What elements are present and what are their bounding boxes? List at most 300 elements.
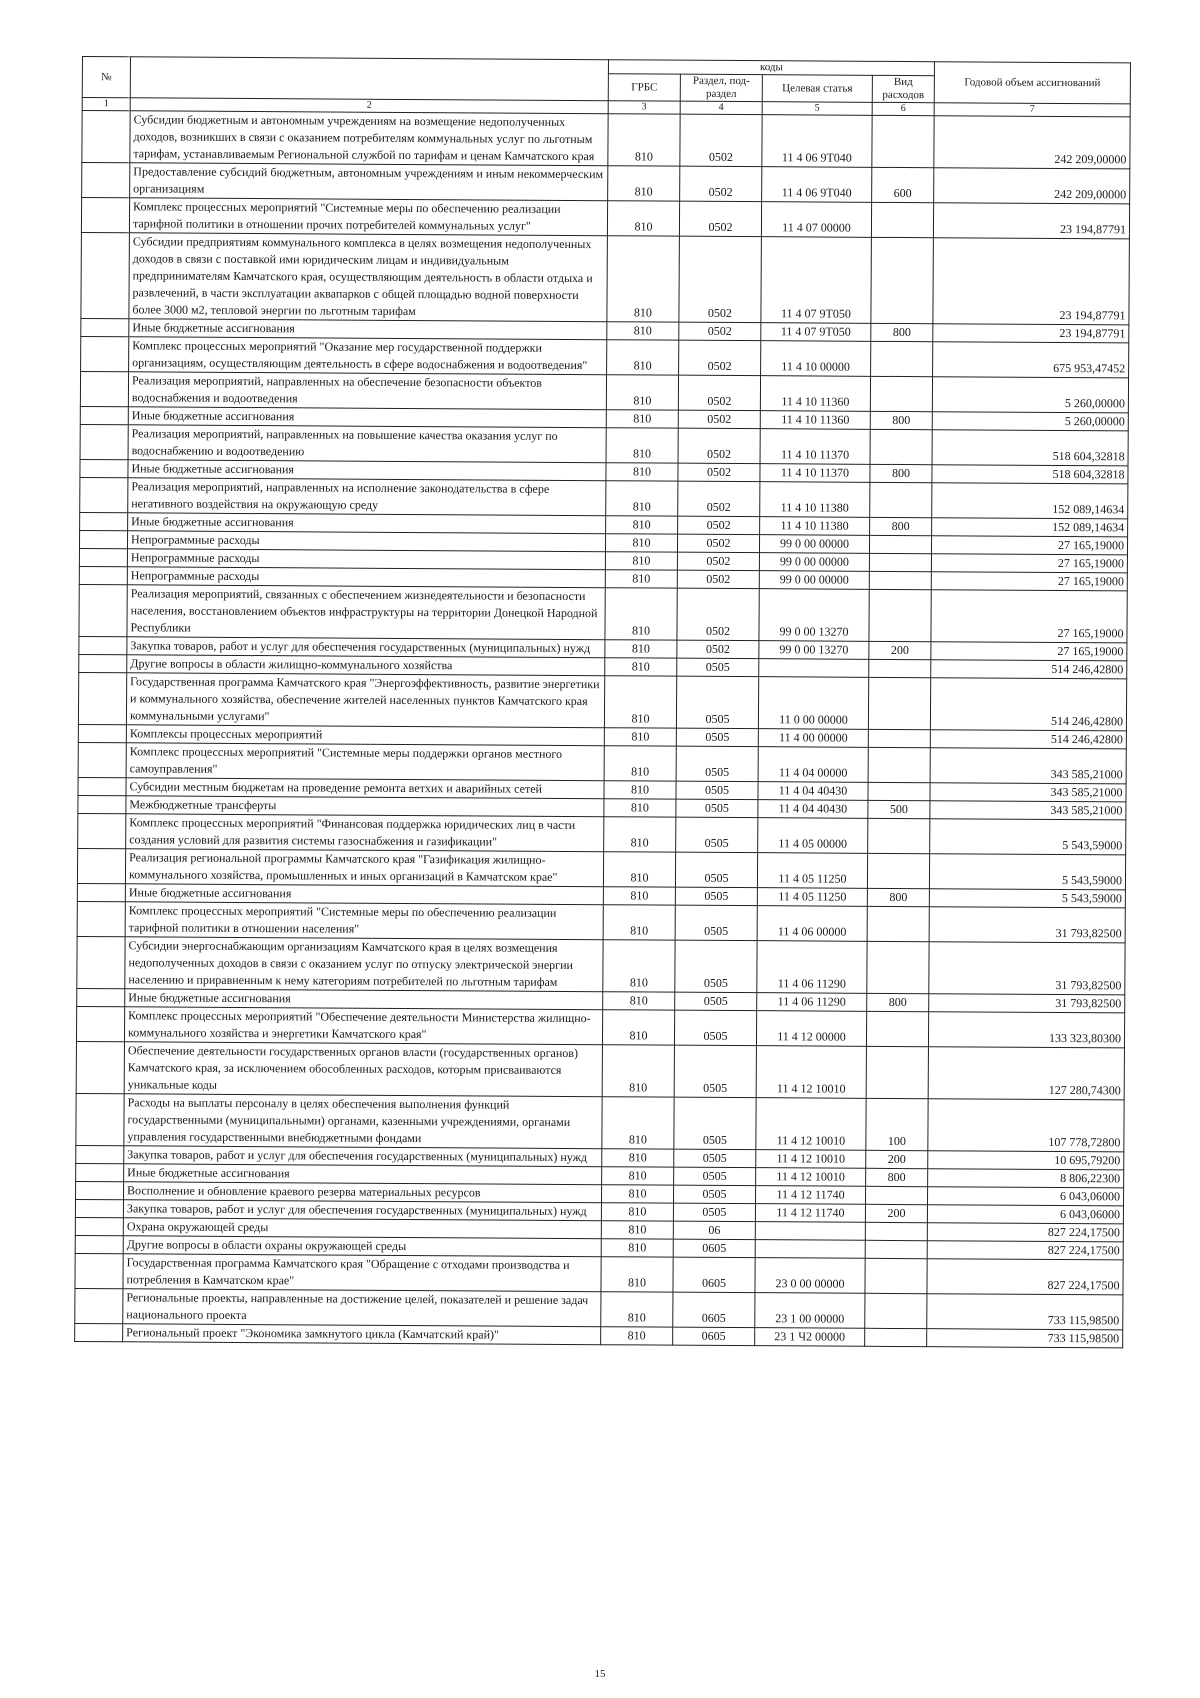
row-section-cell: 0505	[676, 799, 758, 818]
row-section-cell: 0505	[675, 887, 757, 906]
row-name-cell	[124, 1042, 602, 1097]
row-number-cell	[75, 1253, 123, 1288]
row-grbs-cell: 810	[604, 728, 676, 746]
row-number-cell	[76, 1093, 124, 1145]
table-row	[82, 111, 1130, 169]
row-number-cell	[81, 198, 129, 233]
row-grbs-cell: 810	[604, 746, 676, 781]
row-number-cell	[75, 1235, 123, 1253]
row-section-cell: 0505	[676, 746, 758, 782]
row-section-cell: 0605	[673, 1327, 755, 1346]
table-row	[78, 672, 1126, 730]
row-amount-cell: 343 585,21000	[930, 783, 1126, 802]
row-number-cell	[77, 901, 125, 936]
row-amount-cell: 8 806,22300	[928, 1169, 1124, 1188]
row-amount-cell: 27 165,19000	[931, 554, 1127, 573]
row-number-cell	[79, 548, 127, 566]
col-number: 3	[608, 101, 680, 114]
row-amount-cell: 27 165,19000	[931, 642, 1127, 661]
row-type-cell	[871, 341, 933, 376]
row-target-cell: 11 0 00 00000	[758, 677, 868, 730]
row-target-cell: 11 4 10 00000	[761, 341, 871, 377]
row-name-cell	[129, 198, 607, 236]
row-target-cell: 99 0 00 13270	[759, 589, 869, 642]
row-section-cell: 0502	[678, 428, 760, 464]
row-grbs-cell: 810	[601, 1292, 673, 1327]
row-target-cell: 11 4 07 9Т050	[761, 237, 872, 324]
row-section-cell: 0605	[673, 1257, 755, 1293]
row-section-cell: 0502	[680, 166, 762, 202]
row-target-cell: 11 4 12 10010	[756, 1168, 866, 1187]
row-grbs-cell: 810	[606, 516, 678, 534]
row-section-cell: 0505	[676, 728, 758, 747]
row-target-cell: 11 4 10 11370	[760, 464, 870, 483]
row-type-cell: 800	[870, 517, 932, 535]
row-name: Иные бюджетные ассигнования	[131, 461, 295, 477]
row-target-cell: 11 4 07 9Т050	[761, 323, 871, 342]
row-amount-cell: 6 043,06000	[928, 1187, 1124, 1206]
row-target-cell: 11 4 12 10010	[756, 1098, 866, 1151]
row-name: Реализация мероприятий, направленных на повышение качества оказания услуг по водоснабжению и водоотведению	[131, 426, 558, 459]
table-row	[81, 232, 1130, 324]
row-section-cell: 0502	[679, 340, 761, 376]
row-grbs-cell: 810	[601, 1239, 673, 1257]
row-type-cell	[870, 429, 932, 464]
row-number-cell	[81, 318, 129, 336]
row-type-cell: 800	[866, 1168, 928, 1186]
row-name-cell	[128, 372, 606, 410]
table-row	[77, 936, 1125, 994]
row-grbs-cell: 810	[603, 852, 675, 887]
row-grbs-cell: 810	[605, 534, 677, 552]
row-section-cell: 0502	[679, 236, 762, 322]
row-name-cell	[125, 849, 603, 887]
row-number-cell	[76, 1006, 124, 1041]
row-type-cell	[866, 1011, 928, 1046]
row-amount-cell: 23 194,87791	[933, 324, 1129, 343]
row-name: Обеспечение деятельности государственных органов власти (государственных органов) Камчатского края, за исключением обособленных расходов, которым присваиваются уникальные коды	[127, 1043, 579, 1092]
row-name-cell	[127, 531, 605, 552]
row-name: Региональные проекты, направленные на достижение целей, показателей и решение задач национального проекта	[126, 1290, 589, 1323]
row-name-cell	[129, 337, 607, 375]
row-target-cell: 11 4 04 40430	[758, 782, 868, 801]
row-name: Иные бюджетные ассигнования	[127, 1165, 290, 1181]
col-number: 6	[872, 102, 934, 115]
row-type-cell	[870, 482, 932, 517]
row-type-cell	[865, 1328, 927, 1346]
row-name-cell	[124, 1164, 602, 1185]
col-number: 1	[82, 98, 130, 111]
row-target-cell: 11 4 10 11380	[760, 482, 870, 518]
row-grbs-cell: 810	[606, 481, 678, 516]
row-amount-cell: 5 260,00000	[932, 377, 1128, 413]
row-type-cell: 500	[868, 800, 930, 818]
row-amount-cell: 514 246,42800	[930, 678, 1126, 731]
row-target-cell: 11 4 07 00000	[761, 202, 871, 238]
page-number: 15	[594, 1668, 606, 1680]
row-number-cell	[76, 1181, 124, 1199]
row-number-cell	[79, 566, 127, 584]
row-type-cell	[868, 677, 930, 729]
row-target-cell: 11 4 12 11740	[755, 1204, 865, 1223]
budget-sheet	[74, 56, 1130, 1348]
row-section-cell: 0505	[676, 676, 758, 728]
table-row	[77, 848, 1125, 889]
row-grbs-cell: 810	[604, 676, 676, 728]
row-amount-cell: 27 165,19000	[931, 590, 1127, 643]
row-name: Комплексы процессных мероприятий	[129, 726, 323, 742]
row-name: Иные бюджетные ассигнования	[128, 990, 291, 1006]
row-target-cell: 23 1 00 00000	[755, 1293, 865, 1329]
row-name-cell	[123, 1218, 601, 1239]
row-name: Комплекс процессных мероприятий "Обеспечение деятельности Министерства жилищно-коммунального хозяйства и энергетики Камчатского края"	[127, 1008, 591, 1042]
row-amount-cell: 5 543,59000	[929, 889, 1125, 908]
row-target-cell	[759, 659, 869, 678]
row-target-cell: 11 4 00 00000	[758, 729, 868, 748]
row-type-cell	[869, 553, 931, 571]
row-target-cell: 11 4 06 11290	[757, 993, 867, 1012]
row-name-cell	[123, 1200, 601, 1221]
row-number-cell	[78, 724, 126, 742]
row-name: Непрограммные расходы	[130, 550, 260, 566]
row-section-cell: 0505	[675, 992, 757, 1011]
row-type-cell	[868, 782, 930, 800]
expense-type-header: Вид расходов	[872, 75, 934, 102]
row-number-cell	[81, 232, 130, 318]
row-type-cell	[867, 941, 929, 993]
row-amount-cell: 733 115,98500	[927, 1329, 1123, 1348]
row-name-cell	[130, 163, 608, 201]
row-name: Предоставление субсидий бюджетным, автономным учреждениям и иным некоммерческим организациям	[133, 164, 604, 196]
row-grbs-cell: 810	[602, 1167, 674, 1185]
row-type-cell	[866, 1186, 928, 1204]
row-name-cell	[125, 937, 603, 992]
row-number-cell	[76, 1145, 124, 1163]
row-section-cell: 0505	[674, 1149, 756, 1168]
row-name: Реализация мероприятий, направленных на обеспечение безопасности объектов водоснабжения и водоотведения	[131, 373, 543, 406]
row-name-cell	[126, 814, 604, 852]
row-type-cell	[869, 659, 931, 677]
row-name-cell	[123, 1254, 601, 1292]
row-number-cell	[78, 813, 126, 848]
row-name: Субсидии предприятиям коммунального комплекса в целях возмещения недополученных доходов в связи с поставкой ими юридическим лицам и индивидуальным предпринимателям Камчатского края, осуществляющим деятельность в области отдыха и развлечений, в части эксплуатации аквапарков с общей площадью водной поверхности более 3000 м2, тепловой энергии по льготным тарифам	[132, 234, 593, 319]
row-grbs-cell: 810	[602, 1185, 674, 1203]
row-name: Иные бюджетные ассигнования	[132, 320, 295, 336]
row-target-cell: 11 4 06 9Т040	[762, 167, 872, 203]
row-type-cell	[868, 747, 930, 782]
row-target-cell	[755, 1222, 865, 1241]
row-name-cell	[129, 319, 607, 340]
row-amount-cell: 23 194,87791	[933, 203, 1129, 239]
row-name: Реализация мероприятий, направленных на исполнение законодательства в сфере негативного воздействия на окружающую среду	[131, 479, 550, 512]
row-grbs-cell: 810	[602, 1097, 674, 1149]
row-target-cell: 11 4 04 00000	[758, 747, 868, 783]
col-number: 5	[762, 102, 872, 116]
row-grbs-cell: 810	[601, 1257, 673, 1292]
row-number-cell	[76, 1041, 124, 1093]
row-grbs-cell: 810	[603, 992, 675, 1010]
row-target-cell: 99 0 00 00000	[759, 571, 869, 590]
row-section-cell: 0605	[673, 1239, 755, 1258]
row-section-cell: 0502	[678, 481, 760, 517]
row-number-cell	[80, 477, 128, 512]
annual-header: Годовой объем ассигнований	[934, 62, 1130, 104]
row-grbs-cell: 810	[606, 463, 678, 481]
row-section-cell: 0502	[679, 322, 761, 341]
row-grbs-cell: 810	[607, 322, 679, 340]
row-name-cell	[127, 637, 605, 658]
row-target-cell: 11 4 06 11290	[757, 941, 867, 994]
row-section-cell: 0502	[677, 570, 759, 589]
table-row	[80, 477, 1128, 518]
row-name: Другие вопросы в области охраны окружающей среды	[126, 1237, 407, 1254]
row-type-cell: 200	[865, 1204, 927, 1222]
row-number-cell	[80, 459, 128, 477]
row-name: Комплекс процессных мероприятий "Системные меры по обеспечению реализации тарифной политики в отношении прочих потребителей коммунальных услуг"	[132, 199, 561, 233]
row-amount-cell: 31 793,82500	[929, 994, 1125, 1013]
row-type-cell: 800	[871, 323, 933, 341]
row-name: Непрограммные расходы	[131, 532, 260, 548]
row-amount-cell: 514 246,42800	[930, 730, 1126, 749]
row-grbs-cell: 810	[606, 428, 678, 463]
row-section-cell: 0502	[678, 375, 760, 411]
row-grbs-cell: 810	[604, 799, 676, 817]
row-number-cell	[80, 512, 128, 530]
row-name: Закупка товаров, работ и услуг для обеспечения государственных (муниципальных) нужд	[126, 1201, 587, 1219]
row-section-cell: 0505	[674, 1010, 756, 1046]
row-target-cell: 11 4 12 11740	[756, 1186, 866, 1205]
row-type-cell	[865, 1293, 927, 1328]
row-number-cell	[80, 424, 128, 459]
row-amount-cell: 827 224,17500	[927, 1241, 1123, 1260]
row-section-cell: 0502	[679, 201, 761, 237]
row-grbs-cell: 810	[601, 1327, 673, 1345]
row-number-cell	[77, 883, 125, 901]
row-name-cell	[124, 1182, 602, 1203]
row-grbs-cell: 810	[605, 570, 677, 588]
row-number-cell	[82, 163, 130, 198]
row-name-cell	[127, 655, 605, 676]
row-number-cell	[78, 672, 126, 724]
row-amount-cell: 675 953,47452	[933, 342, 1129, 378]
row-type-cell	[865, 1258, 927, 1293]
row-type-cell	[868, 818, 930, 853]
row-number-cell	[77, 936, 125, 988]
codes-header: коды	[608, 60, 934, 76]
table-row	[75, 1253, 1123, 1294]
row-section-cell: 0505	[674, 1097, 756, 1150]
row-number-cell	[75, 1323, 123, 1341]
row-section-cell: 0502	[677, 552, 759, 571]
row-name: Другие вопросы в области жилищно-коммунального хозяйства	[130, 656, 453, 673]
row-name-cell	[126, 725, 604, 746]
row-number-cell	[78, 777, 126, 795]
table-row	[76, 1006, 1124, 1047]
row-section-cell: 0502	[678, 410, 760, 429]
table-row	[77, 901, 1125, 942]
row-number-cell	[81, 336, 129, 371]
row-number-cell	[76, 1163, 124, 1181]
col-number: 2	[130, 98, 608, 114]
row-type-cell	[871, 202, 933, 237]
row-number-cell	[78, 795, 126, 813]
row-grbs-cell: 810	[606, 375, 678, 410]
row-amount-cell: 242 209,00000	[934, 168, 1130, 204]
row-name-cell	[125, 902, 603, 940]
row-amount-cell: 152 089,14634	[932, 483, 1128, 519]
row-name: Комплекс процессных мероприятий "Системные меры по обеспечению реализации тарифной политики в отношении населения"	[128, 903, 557, 936]
row-amount-cell: 27 165,19000	[932, 536, 1128, 555]
table-body	[75, 111, 1131, 1348]
row-section-cell: 0605	[673, 1292, 755, 1328]
row-name-cell	[127, 567, 605, 588]
row-target-cell: 11 4 04 40430	[758, 800, 868, 819]
row-amount-cell: 127 280,74300	[928, 1047, 1124, 1100]
row-amount-cell: 514 246,42800	[931, 660, 1127, 679]
row-amount-cell: 27 165,19000	[931, 572, 1127, 591]
row-name: Субсидии местным бюджетам на проведение ремонта ветхих и аварийных сетей	[129, 779, 543, 796]
row-target-cell: 99 0 00 13270	[759, 641, 869, 660]
row-name-cell	[123, 1289, 601, 1327]
table-row	[79, 584, 1127, 642]
row-name-cell	[128, 460, 606, 481]
row-number-cell	[82, 111, 130, 163]
row-number-cell	[77, 988, 125, 1006]
row-name-cell	[128, 425, 606, 463]
row-name-cell	[128, 478, 606, 516]
row-name: Комплекс процессных мероприятий "Финансовая поддержка юридических лиц в части создания условий для развития системы газоснабжения и газификации"	[129, 815, 576, 849]
row-grbs-cell: 810	[602, 1045, 674, 1097]
grbs-header: ГРБС	[608, 74, 680, 101]
row-section-cell: 0505	[675, 852, 757, 888]
row-name: Закупка товаров, работ и услуг для обеспечения государственных (муниципальных) нужд	[130, 638, 591, 656]
target-header: Целевая статья	[762, 75, 872, 103]
row-name-cell	[128, 513, 606, 534]
row-target-cell: 11 4 06 9Т040	[762, 115, 872, 168]
row-amount-cell: 242 209,00000	[934, 116, 1130, 169]
row-name: Комплекс процессных мероприятий "Оказание мер государственной поддержки организациям, осуществляющим деятельность в сфере водоснабжения и водоотведения"	[132, 338, 588, 373]
section-header: Раздел, под-раздел	[680, 74, 762, 102]
row-target-cell: 11 4 06 00000	[757, 906, 867, 942]
row-target-cell: 11 4 12 10010	[756, 1046, 866, 1099]
row-name-cell	[126, 673, 604, 728]
row-type-cell	[872, 115, 934, 167]
row-type-cell	[865, 1222, 927, 1240]
row-name-cell	[130, 111, 608, 166]
row-grbs-cell: 810	[602, 1010, 674, 1045]
row-grbs-cell: 810	[607, 340, 679, 375]
row-amount-cell: 827 224,17500	[927, 1259, 1123, 1295]
row-name: Субсидии бюджетным и автономным учреждениям на возмещение недополученных доходов, возникших в связи с оказанием потребителям коммунальных услуг по льготным тарифам, устанавливаемым Региональной службой по тарифам и ценам Камчатского края	[133, 112, 595, 164]
table-header-row	[82, 57, 1130, 77]
row-name: Государственная программа Камчатского края "Энергоэффективность, развитие энергетики и коммунального хозяйства, обеспечение жителей населенных пунктов Камчатского края коммунальными услугами"	[129, 674, 600, 724]
table-row	[81, 198, 1129, 239]
row-target-cell	[755, 1240, 865, 1259]
table-row	[76, 1093, 1124, 1151]
row-target-cell: 99 0 00 00000	[759, 553, 869, 572]
row-name-cell	[125, 884, 603, 905]
row-grbs-cell: 810	[607, 236, 680, 322]
row-amount-cell: 23 194,87791	[933, 238, 1130, 325]
row-number-cell	[75, 1288, 123, 1323]
row-amount-cell: 5 260,00000	[932, 412, 1128, 431]
row-name-cell	[128, 407, 606, 428]
row-number-cell	[77, 848, 125, 883]
row-amount-cell: 827 224,17500	[927, 1223, 1123, 1242]
row-name: Государственная программа Камчатского края "Обращение с отходами производства и потребления в Камчатском крае"	[126, 1255, 570, 1288]
row-grbs-cell: 810	[604, 817, 676, 852]
row-section-cell: 0505	[677, 658, 759, 677]
row-name-cell	[127, 585, 605, 640]
row-section-cell: 0505	[676, 817, 758, 853]
row-name-cell	[124, 1007, 602, 1045]
row-grbs-cell: 810	[602, 1149, 674, 1167]
row-section-cell: 0502	[680, 114, 762, 166]
row-grbs-cell: 810	[608, 114, 680, 166]
row-type-cell	[870, 376, 932, 411]
row-target-cell: 11 4 10 11380	[760, 517, 870, 536]
row-target-cell: 11 4 10 11360	[760, 376, 870, 412]
row-name: Охрана окружающей среды	[126, 1219, 269, 1235]
row-grbs-cell: 810	[605, 552, 677, 570]
row-target-cell: 11 4 05 11250	[757, 888, 867, 907]
row-name: Непрограммные расходы	[130, 568, 260, 584]
row-name-cell	[123, 1236, 601, 1257]
row-target-cell: 11 4 12 10010	[756, 1150, 866, 1169]
row-type-cell	[869, 571, 931, 589]
row-name: Комплекс процессных мероприятий "Системные меры поддержки органов местного самоуправления"	[129, 744, 563, 776]
row-name-cell	[123, 1324, 601, 1345]
table-row	[80, 424, 1128, 465]
row-section-cell: 06	[673, 1221, 755, 1240]
col-number: 4	[680, 101, 762, 115]
row-name-cell	[126, 796, 604, 817]
table-row	[76, 1041, 1124, 1099]
row-grbs-cell: 810	[605, 588, 677, 640]
row-name: Реализация региональной программы Камчатского края "Газификация жилищно-коммунального хозяйства, промышленных и иных организаций в Камчатском крае"	[128, 850, 558, 884]
row-type-cell: 100	[866, 1098, 928, 1150]
row-target-cell: 23 1 Ч2 00000	[755, 1328, 865, 1347]
row-number-cell	[80, 371, 128, 406]
row-type-cell	[871, 237, 934, 323]
row-type-cell	[867, 853, 929, 888]
row-amount-cell: 733 115,98500	[927, 1294, 1123, 1330]
row-section-cell: 0505	[676, 781, 758, 800]
row-section-cell: 0505	[675, 905, 757, 941]
row-amount-cell: 343 585,21000	[930, 801, 1126, 820]
row-target-cell: 11 4 05 11250	[757, 853, 867, 889]
row-name: Иные бюджетные ассигнования	[131, 408, 295, 424]
row-section-cell: 0505	[674, 1185, 756, 1204]
row-name: Расходы на выплаты персоналу в целях обеспечения выполнения функций государственными (муниципальными) органами, казенными учреждениями, органами управления государственными внебюджетными фондами	[127, 1095, 571, 1146]
row-type-cell	[868, 729, 930, 747]
row-number-cell	[75, 1217, 123, 1235]
row-section-cell: 0502	[677, 588, 759, 640]
row-amount-cell: 31 793,82500	[929, 942, 1125, 995]
row-amount-cell: 31 793,82500	[929, 907, 1125, 943]
row-name-cell	[125, 989, 603, 1010]
row-grbs-cell: 810	[601, 1203, 673, 1221]
row-amount-cell: 5 543,59000	[929, 854, 1125, 890]
table-row	[75, 1288, 1123, 1329]
row-number-cell	[79, 636, 127, 654]
row-name-cell	[127, 549, 605, 570]
row-type-cell: 200	[869, 641, 931, 659]
row-target-cell: 99 0 00 00000	[759, 535, 869, 554]
row-target-cell: 11 4 12 00000	[756, 1011, 866, 1047]
row-grbs-cell: 810	[604, 781, 676, 799]
row-number-cell	[79, 584, 127, 636]
